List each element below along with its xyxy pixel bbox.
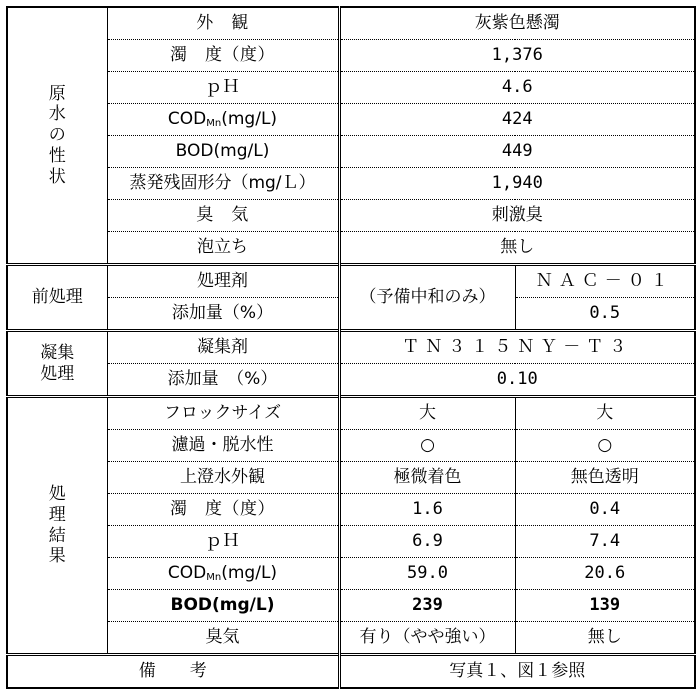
raw-bod-value: 449 — [339, 136, 695, 168]
row-raw-appearance — [7, 7, 695, 40]
raw-turbidity-label: 濁 度（度） — [107, 40, 339, 72]
raw-residue-value: 1,940 — [339, 168, 695, 200]
raw-foam-value: 無し — [339, 232, 695, 265]
coag-agent-label: 凝集剤 — [107, 331, 339, 364]
pre-col-a-value: （予備中和のみ） — [339, 265, 515, 331]
result-ph-label: ｐＨ — [107, 526, 339, 558]
raw-ph-value: 4.6 — [339, 72, 695, 104]
result-filter-a: ○ — [339, 430, 515, 462]
result-cod-a: 59.0 — [339, 558, 515, 590]
result-odor-b: 無し — [515, 622, 695, 655]
pre-agent-label: 処理剤 — [107, 265, 339, 298]
raw-cod-label-sub: Mn — [206, 118, 222, 129]
result-bod-label: BOD(mg/L) — [107, 590, 339, 622]
section-raw-water-label — [7, 7, 107, 265]
result-bod-b: 139 — [515, 590, 695, 622]
result-filter-b: ○ — [515, 430, 695, 462]
result-cod-label — [107, 558, 339, 590]
row-result-supernatant — [7, 462, 695, 494]
row-result-cod — [7, 558, 695, 590]
result-char-2: 理 — [48, 504, 66, 525]
row-coag-agent — [7, 331, 695, 364]
coag-dose-value: 0.10 — [339, 364, 695, 397]
row-result-bod — [7, 590, 695, 622]
section-results-label — [7, 397, 107, 655]
result-supernatant-b: 無色透明 — [515, 462, 695, 494]
row-coag-dose — [7, 364, 695, 397]
result-odor-a: 有り（やや強い） — [339, 622, 515, 655]
section-pretreatment-label: 前処理 — [7, 265, 107, 331]
row-raw-odor — [7, 200, 695, 232]
result-bod-a: 239 — [339, 590, 515, 622]
coag-dose-label: 添加量 （%） — [107, 364, 339, 397]
raw-odor-label: 臭 気 — [107, 200, 339, 232]
result-floc-b: 大 — [515, 397, 695, 430]
row-raw-cod — [7, 104, 695, 136]
raw-char-1: 原 — [48, 83, 66, 104]
result-cod-label-unit: (mg/L) — [221, 563, 278, 583]
raw-foam-label: 泡立ち — [107, 232, 339, 265]
result-char-4: 果 — [48, 546, 66, 567]
pre-agent-value: ＮＡＣ－０１ — [515, 265, 695, 298]
result-filter-label: 濾過・脱水性 — [107, 430, 339, 462]
row-raw-residue — [7, 168, 695, 200]
row-raw-ph — [7, 72, 695, 104]
raw-odor-value: 刺激臭 — [339, 200, 695, 232]
coag-line-1: 凝集 — [40, 343, 75, 364]
result-cod-label-sub: Mn — [206, 572, 222, 583]
row-result-turbidity — [7, 494, 695, 526]
raw-residue-label: 蒸発残固形分（mg/Ｌ） — [107, 168, 339, 200]
raw-cod-label-unit: (mg/L) — [221, 109, 278, 129]
raw-cod-value: 424 — [339, 104, 695, 136]
raw-bod-label: BOD(mg/L) — [107, 136, 339, 168]
row-raw-turbidity — [7, 40, 695, 72]
raw-ph-label: ｐＨ — [107, 72, 339, 104]
raw-char-3: の — [48, 125, 66, 146]
raw-char-4: 性 — [48, 145, 66, 166]
remarks-value: 写真１、図１参照 — [339, 655, 695, 689]
row-remarks — [7, 655, 695, 689]
raw-cod-label — [107, 104, 339, 136]
raw-turbidity-value: 1,376 — [339, 40, 695, 72]
raw-appearance-label: 外 観 — [107, 7, 339, 40]
result-char-3: 結 — [48, 525, 66, 546]
pre-dose-label: 添加量（%） — [107, 298, 339, 331]
raw-char-5: 状 — [48, 166, 66, 187]
row-raw-foam — [7, 232, 695, 265]
result-turbidity-b: 0.4 — [515, 494, 695, 526]
result-odor-label: 臭気 — [107, 622, 339, 655]
result-char-1: 処 — [48, 484, 66, 505]
remarks-label: 備 考 — [7, 655, 339, 689]
row-result-filter — [7, 430, 695, 462]
row-result-floc — [7, 397, 695, 430]
result-turbidity-label: 濁 度（度） — [107, 494, 339, 526]
result-ph-a: 6.9 — [339, 526, 515, 558]
result-supernatant-label: 上澄水外観 — [107, 462, 339, 494]
result-floc-label: フロックサイズ — [107, 397, 339, 430]
row-raw-bod — [7, 136, 695, 168]
result-floc-a: 大 — [339, 397, 515, 430]
coag-agent-value: ＴＮ３１５ＮＹ－Ｔ３ — [339, 331, 695, 364]
row-result-odor — [7, 622, 695, 655]
raw-cod-label-main: COD — [167, 109, 207, 129]
section-coagulation-label — [7, 331, 107, 397]
result-turbidity-a: 1.6 — [339, 494, 515, 526]
result-ph-b: 7.4 — [515, 526, 695, 558]
result-supernatant-a: 極微着色 — [339, 462, 515, 494]
raw-char-2: 水 — [48, 104, 66, 125]
pre-dose-value: 0.5 — [515, 298, 695, 331]
water-treatment-table — [6, 6, 696, 689]
row-pre-agent — [7, 265, 695, 298]
coag-line-2: 処理 — [40, 363, 75, 384]
result-cod-label-main: COD — [167, 563, 207, 583]
result-cod-b: 20.6 — [515, 558, 695, 590]
row-result-ph — [7, 526, 695, 558]
raw-appearance-value: 灰紫色懸濁 — [339, 7, 695, 40]
